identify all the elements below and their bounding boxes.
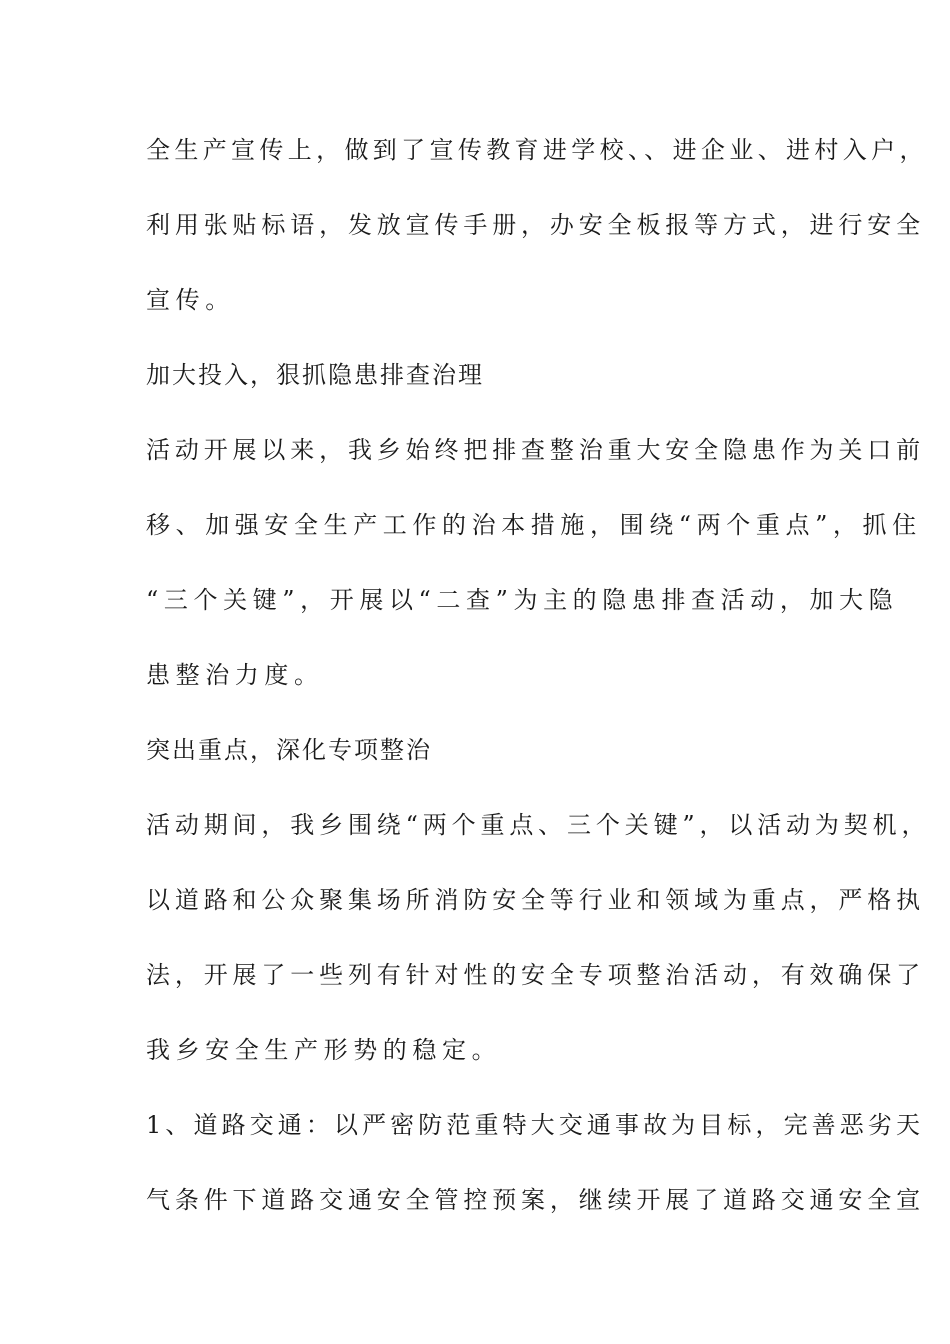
body-text-line: 活动开展以来，我乡始终把排查整治重大安全隐患作为关口前 <box>146 436 925 464</box>
body-text-line: 利用张贴标语，发放宣传手册，办安全板报等方式，进行安全 <box>146 211 925 239</box>
body-text-line: 1、道路交通：以严密防范重特大交通事故为目标，完善恶劣天 <box>146 1111 925 1139</box>
body-text-line: 宣传。 <box>146 286 235 314</box>
body-text-line: 法，开展了一些列有针对性的安全专项整治活动，有效确保了 <box>146 961 925 989</box>
body-text-line: 移、加强安全生产工作的治本措施，围绕“两个重点”，抓住 <box>146 511 922 539</box>
body-text-line: 我乡安全生产形势的稳定。 <box>146 1036 502 1064</box>
section-heading: 突出重点，深化专项整治 <box>146 736 432 764</box>
body-text-line: 患整治力度。 <box>146 661 324 689</box>
body-text-line: “三个关键”，开展以“二查”为主的隐患排查活动，加大隐 <box>146 586 899 614</box>
body-text-line: 以道路和公众聚集场所消防安全等行业和领域为重点，严格执 <box>146 886 925 914</box>
body-text-line: 气条件下道路交通安全管控预案，继续开展了道路交通安全宣 <box>146 1186 925 1214</box>
section-heading: 加大投入，狠抓隐患排查治理 <box>146 361 484 389</box>
body-text-line: 全生产宣传上，做到了宣传教育进学校、、进企业、进村入户， <box>146 136 928 164</box>
body-text-line: 活动期间，我乡围绕“两个重点、三个关键”，以活动为契机， <box>146 811 931 839</box>
